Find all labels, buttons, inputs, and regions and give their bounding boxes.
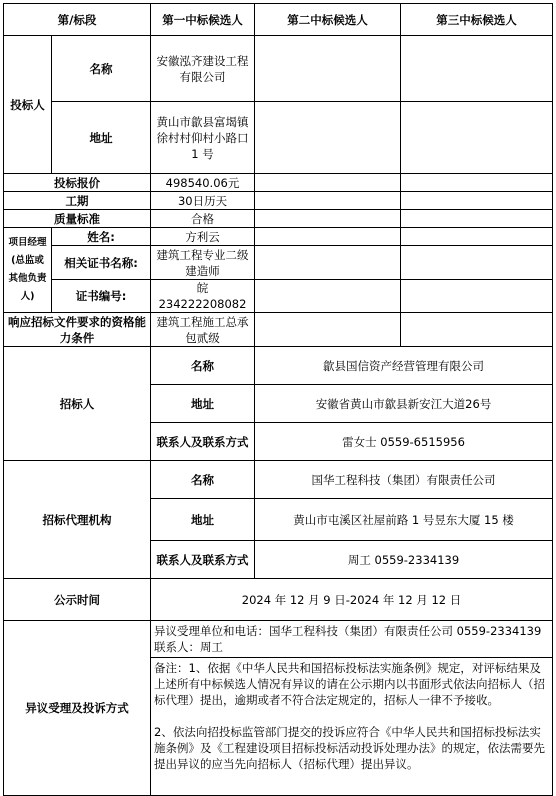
empty-cell <box>255 280 401 313</box>
bid-result-table <box>3 3 553 796</box>
objection-note-1: 备注：1、依据《中华人民共和国招标投标法实施条例》规定，对评标结果及上述所有中标候选人情况有异议的请在公示期内以书面形式依法向招标人（招标代理）提出，逾期或者不符合法定规定的，招标人一律不予接收。 <box>154 661 546 707</box>
objection-notes-cell <box>151 658 553 796</box>
qualification-label: 响应招标文件要求的资格能力条件 <box>4 313 151 347</box>
quote-label: 投标报价 <box>4 174 151 192</box>
manager-cert-row <box>4 246 553 280</box>
agency-address-label: 地址 <box>151 499 255 541</box>
quote-value: 498540.06元 <box>151 174 255 192</box>
empty-cell <box>255 228 401 246</box>
bidder-name-label: 名称 <box>52 36 151 102</box>
empty-cell <box>255 313 401 347</box>
quote-row <box>4 174 553 192</box>
manager-label: 项目经理(总监或其他负责人) <box>4 228 52 313</box>
empty-cell <box>255 246 401 280</box>
header-candidate-1: 第一中标候选人 <box>151 4 255 36</box>
bidder-address-label: 地址 <box>52 102 151 174</box>
agency-address-value: 黄山市屯溪区社屋前路 1 号昱东大厦 15 楼 <box>255 499 553 541</box>
tenderer-name-row <box>4 347 553 385</box>
tenderer-name-value: 歙县国信资产经营管理有限公司 <box>255 347 553 385</box>
tenderer-contact-value: 雷女士 0559-6515956 <box>255 423 553 461</box>
quality-row <box>4 210 553 228</box>
publicity-row <box>4 579 553 621</box>
bidder-name-value: 安徽泓齐建设工程有限公司 <box>151 36 255 102</box>
objection-label: 异议受理及投诉方式 <box>4 621 151 796</box>
header-candidate-3: 第三中标候选人 <box>401 4 553 36</box>
period-label: 工期 <box>4 192 151 210</box>
empty-cell <box>401 174 553 192</box>
empty-cell <box>401 102 553 174</box>
bidder-name-row <box>4 36 553 102</box>
qualification-row <box>4 313 553 347</box>
header-candidate-2: 第二中标候选人 <box>255 4 401 36</box>
manager-certno-label: 证书编号: <box>52 280 151 313</box>
agency-label: 招标代理机构 <box>4 461 151 579</box>
empty-cell <box>255 210 401 228</box>
note-spacer <box>154 708 549 724</box>
agency-contact-label: 联系人及联系方式 <box>151 541 255 579</box>
manager-name-label: 姓名: <box>52 228 151 246</box>
tenderer-address-value: 安徽省黄山市歙县新安江大道26号 <box>255 385 553 423</box>
header-section: 第/标段 <box>4 4 151 36</box>
tenderer-contact-label: 联系人及联系方式 <box>151 423 255 461</box>
publicity-label: 公示时间 <box>4 579 151 621</box>
agency-name-label: 名称 <box>151 461 255 499</box>
empty-cell <box>401 210 553 228</box>
header-row <box>4 4 553 36</box>
tenderer-name-label: 名称 <box>151 347 255 385</box>
manager-name-value: 方利云 <box>151 228 255 246</box>
empty-cell <box>255 192 401 210</box>
quality-label: 质量标准 <box>4 210 151 228</box>
agency-name-value: 国华工程科技（集团）有限责任公司 <box>255 461 553 499</box>
objection-note-2: 2、依法向招投标监管部门提交的投诉应符合《中华人民共和国招标投标法实施条例》及《工程建设项目招标投标活动投诉处理办法》的规定，依法需要先提出异议的应当先向招标人（招标代理）提出异议。 <box>154 725 546 771</box>
objection-unit-line: 异议受理单位和电话：国华工程科技（集团）有限责任公司 0559-2334139 <box>154 624 542 638</box>
objection-unit-cell <box>151 621 553 658</box>
tenderer-address-label: 地址 <box>151 385 255 423</box>
publicity-value: 2024 年 12 月 9 日-2024 年 12 月 12 日 <box>151 579 553 621</box>
empty-cell <box>255 102 401 174</box>
manager-certno-value: 皖 234222208082 <box>151 280 255 313</box>
period-row <box>4 192 553 210</box>
qualification-value: 建筑工程施工总承包贰级 <box>151 313 255 347</box>
empty-cell <box>401 192 553 210</box>
empty-cell <box>401 36 553 102</box>
manager-name-row <box>4 228 553 246</box>
empty-cell <box>401 313 553 347</box>
manager-cert-value: 建筑工程专业二级建造师 <box>151 246 255 280</box>
quality-value: 合格 <box>151 210 255 228</box>
empty-cell <box>255 174 401 192</box>
bidder-label: 投标人 <box>4 36 52 174</box>
objection-contact-line: 联系人：周工 <box>154 640 224 654</box>
manager-cert-label: 相关证书名称: <box>52 246 151 280</box>
bidder-address-row <box>4 102 553 174</box>
empty-cell <box>401 246 553 280</box>
agency-name-row <box>4 461 553 499</box>
objection-unit-row <box>4 621 553 658</box>
manager-certno-row <box>4 280 553 313</box>
empty-cell <box>255 36 401 102</box>
agency-contact-value: 周工 0559-2334139 <box>255 541 553 579</box>
empty-cell <box>401 228 553 246</box>
bidder-address-value: 黄山市歙县富堨镇徐村村仰村小路口 1 号 <box>151 102 255 174</box>
empty-cell <box>401 280 553 313</box>
period-value: 30日历天 <box>151 192 255 210</box>
tenderer-label: 招标人 <box>4 347 151 461</box>
